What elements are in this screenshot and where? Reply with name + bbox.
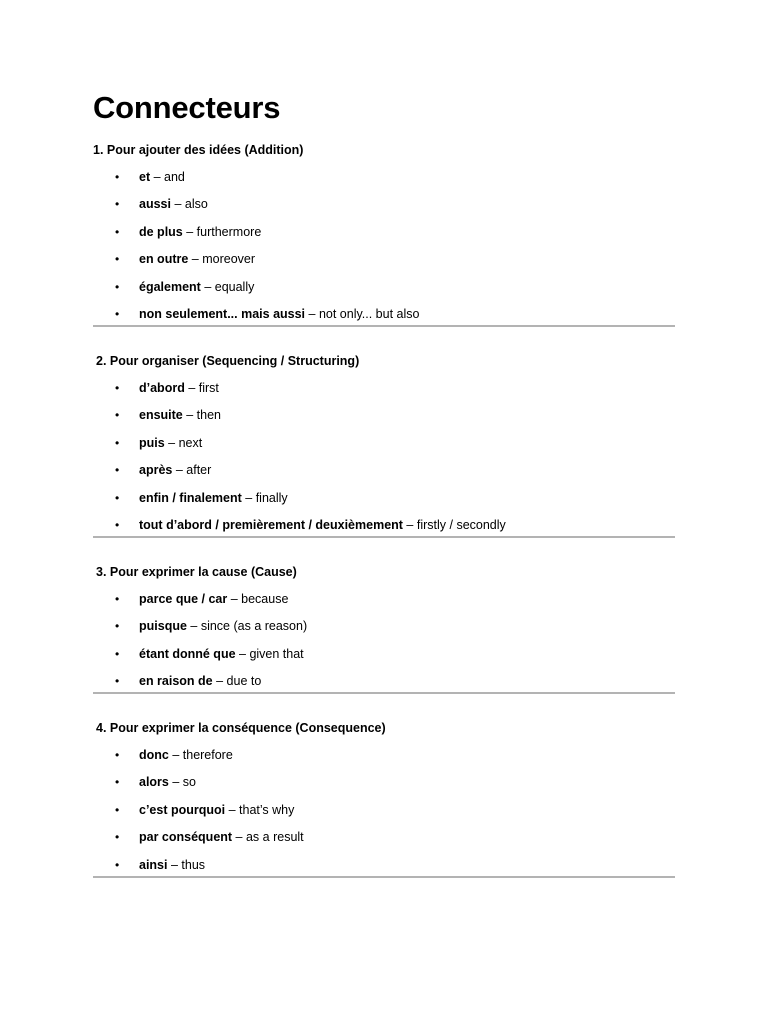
connector-term: étant donné que <box>139 646 236 661</box>
list-item <box>93 407 675 434</box>
section-consequence <box>93 720 675 878</box>
connector-term: puis <box>139 435 165 450</box>
page-title: Connecteurs <box>93 90 281 125</box>
separator: – <box>182 408 197 423</box>
separator: – <box>170 197 185 212</box>
separator: – <box>164 435 179 450</box>
list-item <box>93 279 675 306</box>
connector-meaning: equally <box>214 279 255 294</box>
connector-term: en outre <box>139 252 189 267</box>
bullet-icon: • <box>115 252 120 267</box>
separator: – <box>305 306 319 321</box>
separator: – <box>225 802 240 817</box>
separator: – <box>200 279 215 294</box>
bullet-icon: • <box>115 170 120 184</box>
connector-list <box>93 591 675 692</box>
section-addition <box>93 142 675 327</box>
bullet-icon: • <box>115 380 120 395</box>
connector-meaning: also <box>184 197 208 212</box>
connector-meaning: moreover <box>202 252 256 267</box>
list-item <box>93 306 675 325</box>
bullet-icon: • <box>115 591 120 606</box>
list-item <box>93 224 675 251</box>
bullet-icon: • <box>115 197 120 212</box>
separator: – <box>168 748 183 763</box>
connector-term: par conséquent <box>139 830 233 845</box>
connector-term: enfin / finalement <box>139 490 242 505</box>
bullet-icon: • <box>115 517 120 532</box>
bullet-icon: • <box>115 802 120 817</box>
separator: – <box>241 490 256 505</box>
connector-term: alors <box>139 775 169 790</box>
bullet-icon: • <box>115 674 120 689</box>
bullet-icon: • <box>115 490 120 505</box>
separator: – <box>167 857 182 872</box>
connector-list <box>93 169 675 325</box>
list-item <box>93 747 675 774</box>
connector-term: aussi <box>139 197 171 212</box>
section-heading: 3. Pour exprimer la cause (Cause) <box>96 564 297 579</box>
list-item <box>93 646 675 673</box>
separator: – <box>232 830 246 845</box>
connector-term: de plus <box>139 224 183 239</box>
connector-term: puisque <box>139 619 187 634</box>
connector-list <box>93 380 675 536</box>
section-heading: 4. Pour exprimer la conséquence (Consequence) <box>96 721 386 736</box>
connector-meaning: next <box>178 435 203 450</box>
document-page <box>93 88 675 878</box>
bullet-icon: • <box>115 646 120 661</box>
connector-term: également <box>139 279 201 294</box>
list-item <box>93 829 675 856</box>
bullet-icon: • <box>115 619 120 634</box>
connector-meaning: not only... but also <box>318 306 420 321</box>
section-heading: 1. Pour ajouter des idées (Addition) <box>93 143 304 157</box>
list-item <box>93 251 675 278</box>
separator: – <box>402 517 417 532</box>
connector-meaning: since (as a reason) <box>200 619 308 634</box>
connector-meaning: furthermore <box>196 224 262 239</box>
list-item <box>93 591 675 618</box>
separator: – <box>182 224 197 239</box>
connector-meaning: so <box>182 775 196 790</box>
bullet-icon: • <box>115 857 120 872</box>
bullet-icon: • <box>115 748 120 763</box>
separator: – <box>184 380 199 395</box>
list-item <box>93 774 675 801</box>
connector-term: parce que / car <box>139 591 228 606</box>
connector-meaning: finally <box>255 490 288 505</box>
section-cause <box>93 564 675 694</box>
list-item <box>93 490 675 517</box>
connector-meaning: that’s why <box>239 802 295 817</box>
list-item <box>93 169 675 196</box>
list-item <box>93 462 675 489</box>
list-item <box>93 802 675 829</box>
separator: – <box>168 775 183 790</box>
connector-term: non seulement... mais aussi <box>139 306 306 321</box>
separator: – <box>212 674 227 689</box>
bullet-icon: • <box>115 830 120 845</box>
connector-meaning: therefore <box>182 748 233 763</box>
separator: – <box>172 463 187 478</box>
section-divider <box>93 536 675 538</box>
bullet-icon: • <box>115 279 120 294</box>
connector-meaning: due to <box>226 674 262 689</box>
separator: – <box>227 591 242 606</box>
connector-meaning: as a result <box>245 830 304 845</box>
connector-term: tout d’abord / premièrement / deuxièmement <box>139 517 403 532</box>
bullet-icon: • <box>115 435 120 450</box>
list-item <box>93 380 675 407</box>
section-divider <box>93 692 675 694</box>
connector-term: et <box>139 170 151 184</box>
connector-meaning: because <box>241 591 289 606</box>
connector-list <box>93 747 675 876</box>
connector-term: c’est pourquoi <box>139 802 226 817</box>
connector-meaning: then <box>196 408 222 423</box>
connector-meaning: first <box>198 380 219 395</box>
list-item <box>93 673 675 692</box>
section-heading: 2. Pour organiser (Sequencing / Structuring) <box>96 353 360 368</box>
connector-term: ensuite <box>139 408 183 423</box>
list-item <box>93 857 675 876</box>
bullet-icon: • <box>115 408 120 423</box>
connector-meaning: thus <box>181 857 206 872</box>
connector-term: après <box>139 463 173 478</box>
section-divider <box>93 876 675 878</box>
bullet-icon: • <box>115 775 120 790</box>
list-item <box>93 435 675 462</box>
section-sequencing <box>93 353 675 538</box>
connector-meaning: and <box>164 170 185 184</box>
list-item <box>93 618 675 645</box>
connector-meaning: after <box>186 463 212 478</box>
separator: – <box>235 646 250 661</box>
separator: – <box>186 619 201 634</box>
connector-term: ainsi <box>139 857 168 872</box>
connector-term: donc <box>139 748 169 763</box>
connector-meaning: firstly / secondly <box>416 517 506 532</box>
separator: – <box>188 252 203 267</box>
connector-meaning: given that <box>249 646 304 661</box>
bullet-icon: • <box>115 224 120 239</box>
section-divider <box>93 325 675 327</box>
connector-term: d’abord <box>139 380 185 395</box>
connector-term: en raison de <box>139 674 213 689</box>
list-item <box>93 517 675 536</box>
bullet-icon: • <box>115 463 120 478</box>
bullet-icon: • <box>115 306 120 321</box>
list-item <box>93 196 675 223</box>
separator: – <box>150 170 165 184</box>
